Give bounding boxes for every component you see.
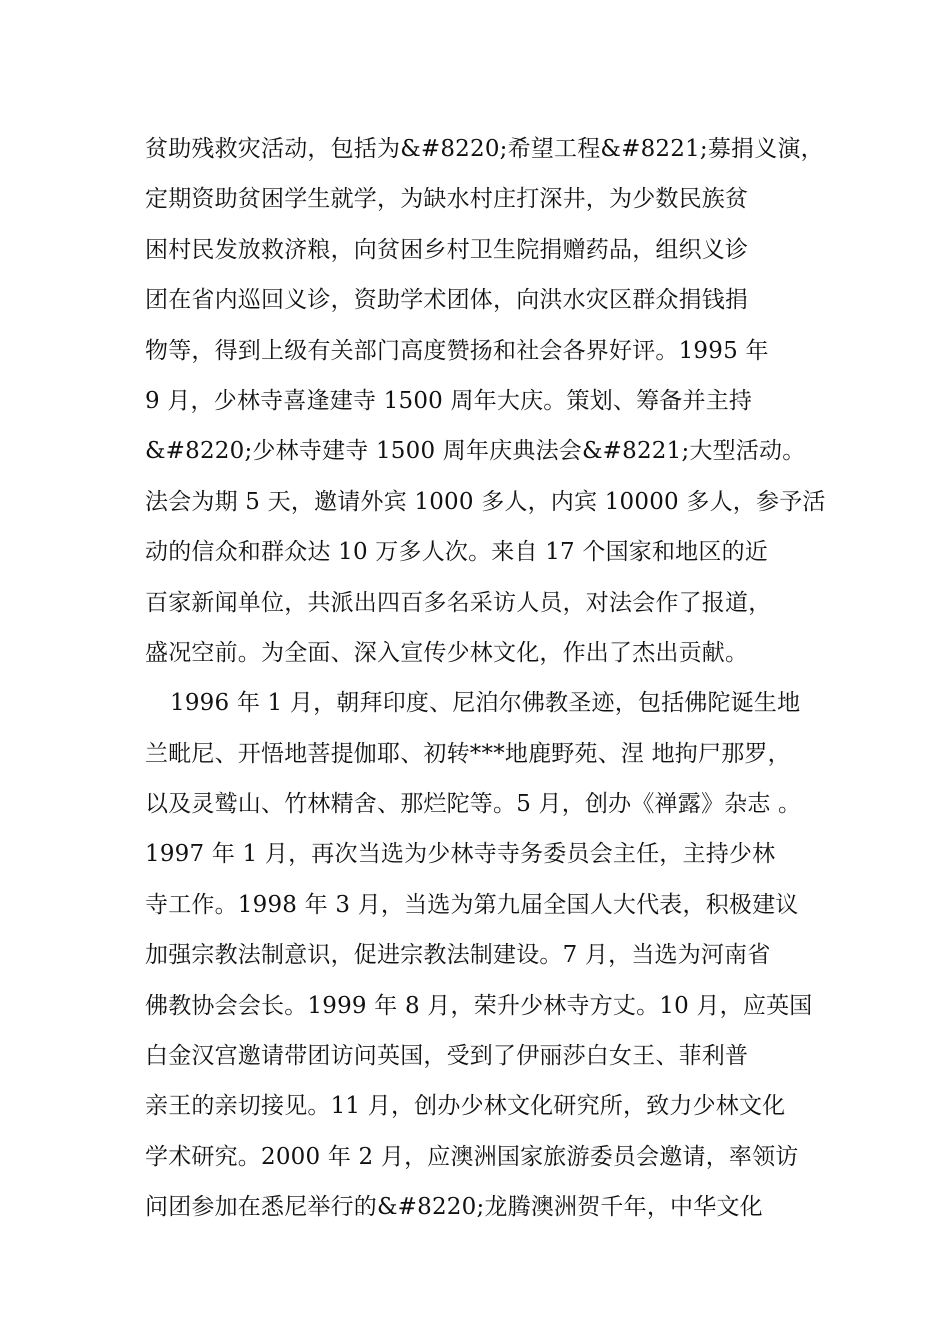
text-line: 寺工作。1998 年 3 月，当选为第九届全国人大代表，积极建议 bbox=[145, 891, 799, 918]
text-line: 佛教协会会长。1999 年 8 月，荣升少林寺方丈。10 月，应英国 bbox=[145, 992, 813, 1019]
text-line: 白金汉宫邀请带团访问英国，受到了伊丽莎白女王、菲利普 bbox=[145, 1043, 749, 1070]
text-line: 盛况空前。为全面、深入宣传少林文化，作出了杰出贡献。 bbox=[145, 639, 749, 666]
text-line: 1997 年 1 月，再次当选为少林寺寺务委员会主任，主持少林 bbox=[145, 841, 776, 868]
text-line: 团在省内巡回义诊，资助学术团体，向洪水灾区群众捐钱捐 bbox=[145, 287, 749, 314]
text-line: 亲王的亲切接见。11 月，创办少林文化研究所，致力少林文化 bbox=[145, 1093, 786, 1120]
text-line: 困村民发放救济粮，向贫困乡村卫生院捐赠药品，组织义诊 bbox=[145, 236, 749, 263]
text-line: 学术研究。2000 年 2 月，应澳洲国家旅游委员会邀请，率领访 bbox=[145, 1143, 799, 1170]
paragraph-start-line: 1996 年 1 月，朝拜印度、尼泊尔佛教圣迹，包括佛陀诞生地 bbox=[170, 690, 801, 717]
text-line: 定期资助贫困学生就学，为缺水村庄打深井，为少数民族贫 bbox=[145, 186, 749, 213]
text-line: 9 月，少林寺喜逢建寺 1500 周年大庆。策划、筹备并主持 bbox=[145, 387, 753, 414]
text-line: 贫助残救灾活动，包括为&#8220;希望工程&#8221;募捐义演， bbox=[145, 136, 824, 162]
text-line: 百家新闻单位，共派出四百多名采访人员，对法会作了报道， bbox=[145, 589, 772, 616]
text-line: 以及灵鹫山、竹林精舍、那烂陀等。5 月，创办《禅露》杂志 。 bbox=[145, 791, 802, 818]
text-line: 法会为期 5 天，邀请外宾 1000 多人，内宾 10000 多人，参予活 bbox=[145, 488, 826, 515]
text-line: 兰毗尼、开悟地菩提伽耶、初转***地鹿野苑、涅 地拘尸那罗， bbox=[145, 740, 791, 767]
body-text bbox=[145, 124, 825, 1233]
text-line: &#8220;少林寺建寺 1500 周年庆典法会&#8221;大型活动。 bbox=[145, 438, 806, 465]
text-line: 动的信众和群众达 10 万多人次。来自 17 个国家和地区的近 bbox=[145, 539, 768, 566]
text-line: 加强宗教法制意识，促进宗教法制建设。7 月，当选为河南省 bbox=[145, 942, 771, 969]
text-line: 物等，得到上级有关部门高度赞扬和社会各界好评。1995 年 bbox=[145, 337, 769, 364]
text-line: 问团参加在悉尼举行的&#8220;龙腾澳洲贺千年，中华文化 bbox=[145, 1194, 763, 1221]
